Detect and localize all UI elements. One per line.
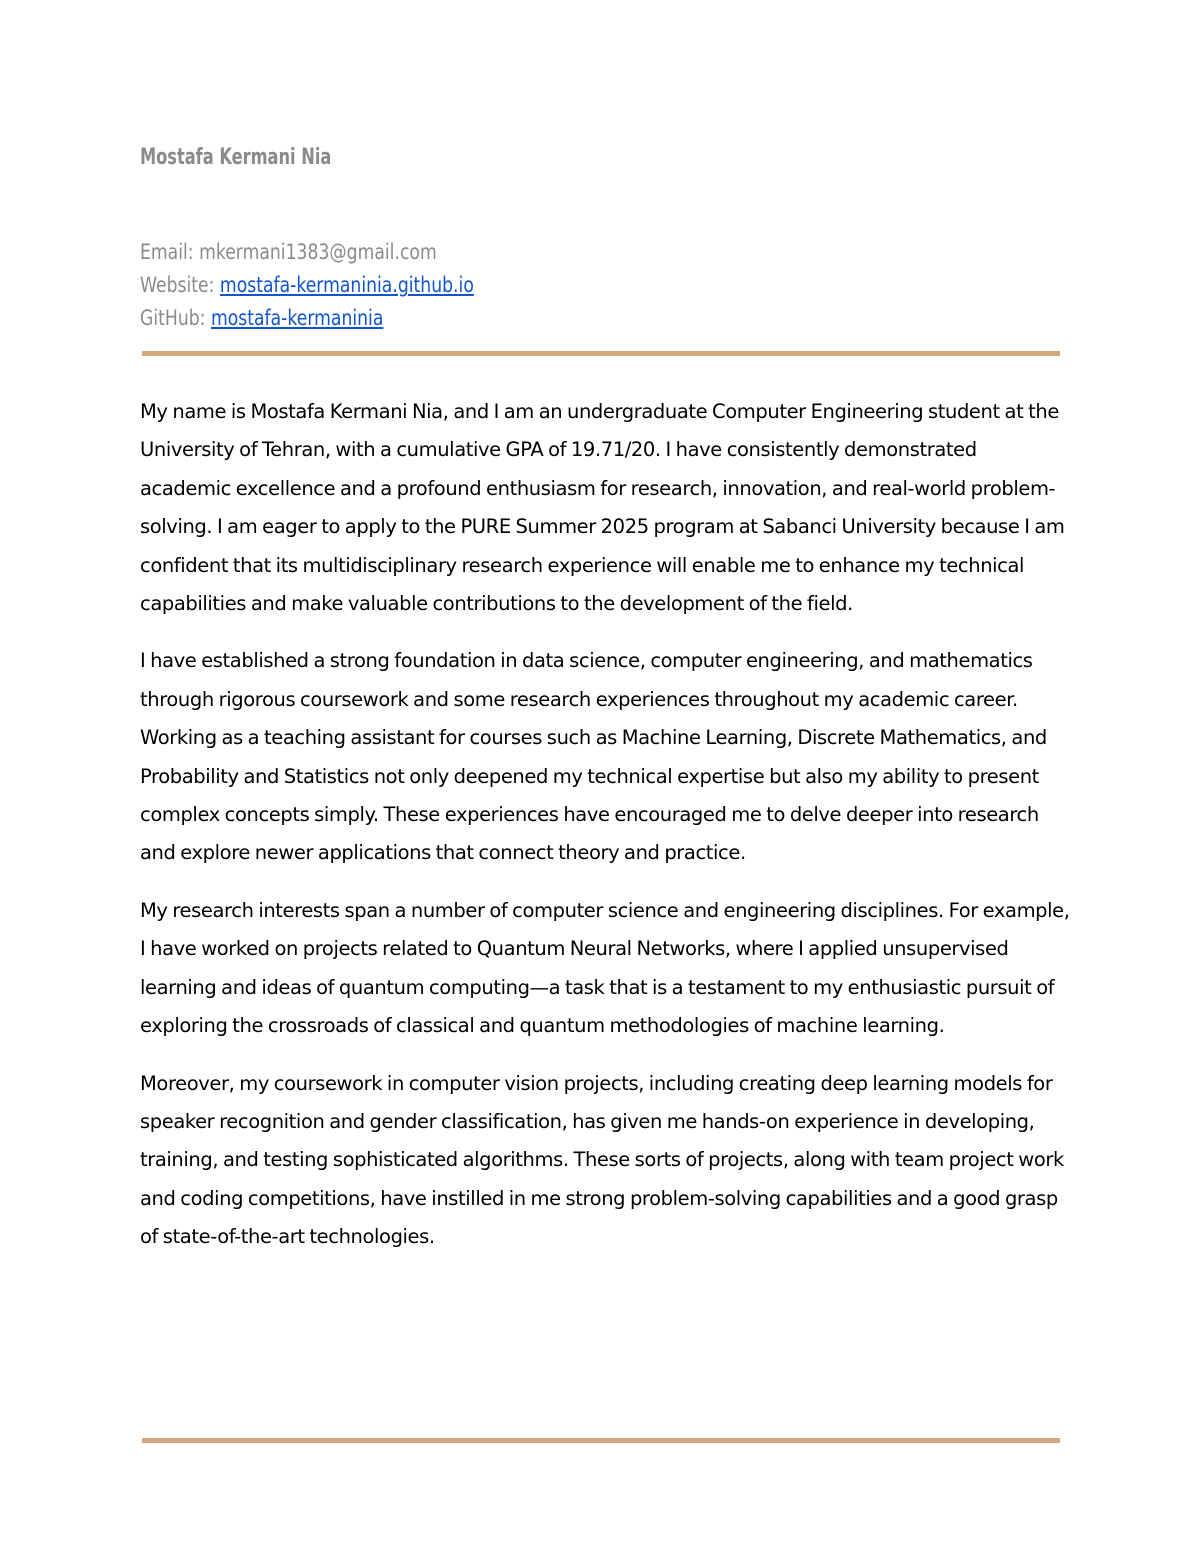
website-link[interactable]: mostafa-kermaninia.github.io bbox=[219, 273, 474, 297]
website-row bbox=[140, 269, 474, 302]
website-label: Website: bbox=[140, 273, 215, 297]
email-label: Email: bbox=[140, 240, 194, 264]
contact-block bbox=[140, 236, 474, 335]
email-value: mkermani1383@gmail.com bbox=[199, 240, 437, 264]
github-row bbox=[140, 302, 474, 335]
github-link[interactable]: mostafa-kermaninia bbox=[210, 306, 384, 330]
author-name: Mostafa Kermani Nia bbox=[140, 145, 332, 170]
letter-body bbox=[140, 393, 1070, 1276]
paragraph-research-interests: My research interests span a number of computer science and engineering disciplines. For example, I have worked on projects related to Quantum Neural Networks, where I applied unsupervised learning and ideas of quantum computing—a task that is a testament to my enthusiastic pursuit of exploring the crossroads of classical and quantum methodologies of machine learning. bbox=[140, 898, 1070, 1038]
paragraph-intro: My name is Mostafa Kermani Nia, and I am an undergraduate Computer Engineering student at the University of Tehran, with a cumulative GPA of 19.71/20. I have consistently demonstrated academic excellence and a profound enthusiasm for research, innovation, and real-world problem-solving. I am eager to apply to the PURE Summer 2025 program at Sabanci University because I am confident that its multidisciplinary research experience will enable me to enhance my technical capabilities and make valuable contributions to the development of the field. bbox=[140, 400, 1065, 616]
github-label: GitHub: bbox=[140, 306, 206, 330]
bottom-divider bbox=[142, 1438, 1060, 1443]
paragraph-coursework: Moreover, my coursework in computer vision projects, including creating deep learning models for speaker recognition and gender classification, has given me hands-on experience in developing, training, and testing sophisticated algorithms. These sorts of projects, along with team project work and coding competitions, have instilled in me strong problem-solving capabilities and a good grasp of state-of-the-art technologies. bbox=[140, 1071, 1064, 1249]
paragraph-foundation: I have established a strong foundation in data science, computer engineering, and mathematics through rigorous coursework and some research experiences throughout my academic career. Working as a teaching assistant for courses such as Machine Learning, Discrete Mathematics, and Probability and Statistics not only deepened my technical expertise but also my ability to present complex concepts simply. These experiences have encouraged me to delve deeper into research and explore newer applications that connect theory and practice. bbox=[140, 649, 1047, 865]
top-divider bbox=[142, 351, 1060, 356]
email-row bbox=[140, 236, 474, 269]
